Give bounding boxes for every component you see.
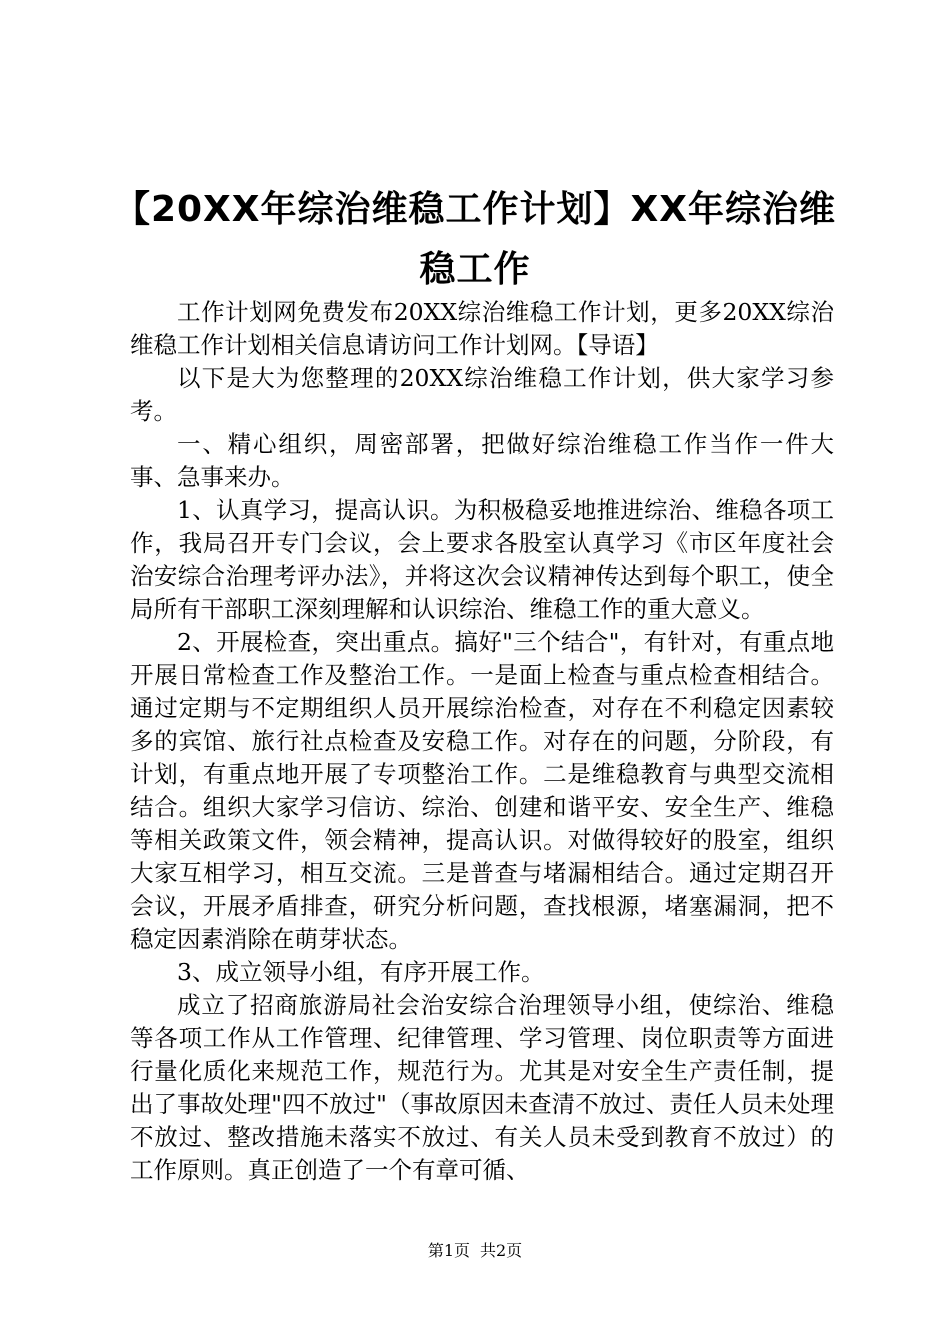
- page-footer: [0, 1240, 950, 1262]
- paragraph-lead: 以下是大为您整理的20XX综治维稳工作计划，供大家学习参考。: [130, 364, 834, 425]
- document-body: [130, 296, 834, 1187]
- paragraph-item-1: 1、认真学习，提高认识。为积极稳妥地推进综治、维稳各项工作，我局召开专门会议，会上要求各股室认真学习《市区年度社会治安综合治理考评办法》，并将这次会议精神传达到每个职工，使全局所有干部职工深刻理解和认识综治、维稳工作的重大意义。: [130, 496, 834, 623]
- page-total: 共2页: [480, 1241, 523, 1260]
- document-title: 【20XX年综治维稳工作计划】XX年综治维稳工作: [113, 189, 837, 290]
- paragraph-item-2: 2、开展检查，突出重点。搞好"三个结合"，有针对，有重点地开展日常检查工作及整治工作。一是面上检查与重点检查相结合。通过定期与不定期组织人员开展综治检查，对存在不利稳定因素较多的宾馆、旅行社点检查及安稳工作。对存在的问题，分阶段，有计划，有重点地开展了专项整治工作。二是维稳教育与典型交流相结合。组织大家学习信访、综治、创建和谐平安、安全生产、维稳等相关政策文件，领会精神，提高认识。对做得较好的股室，组织大家互相学习，相互交流。三是普查与堵漏相结合。通过定期召开会议，开展矛盾排查，研究分析问题，查找根源，堵塞漏洞，把不稳定因素消除在萌芽状态。: [130, 628, 834, 953]
- paragraph-intro: 工作计划网免费发布20XX综治维稳工作计划，更多20XX综治维稳工作计划相关信息请访问工作计划网。【导语】: [130, 298, 834, 359]
- section-heading-1: 一、精心组织，周密部署，把做好综治维稳工作当作一件大事、急事来办。: [130, 430, 834, 491]
- paragraph-item-3-detail: 成立了招商旅游局社会治安综合治理领导小组，使综治、维稳等各项工作从工作管理、纪律管理、学习管理、岗位职责等方面进行量化质化来规范工作，规范行为。尤其是对安全生产责任制，提出了事故处理"四不放过"（事故原因未查清不放过、责任人员未处理不放过、整改措施未落实不放过、有关人员未受到教育不放过）的工作原则。真正创造了一个有章可循、: [130, 991, 834, 1184]
- paragraph-item-3: 3、成立领导小组，有序开展工作。: [177, 958, 545, 986]
- page-number: 第1页: [427, 1241, 470, 1260]
